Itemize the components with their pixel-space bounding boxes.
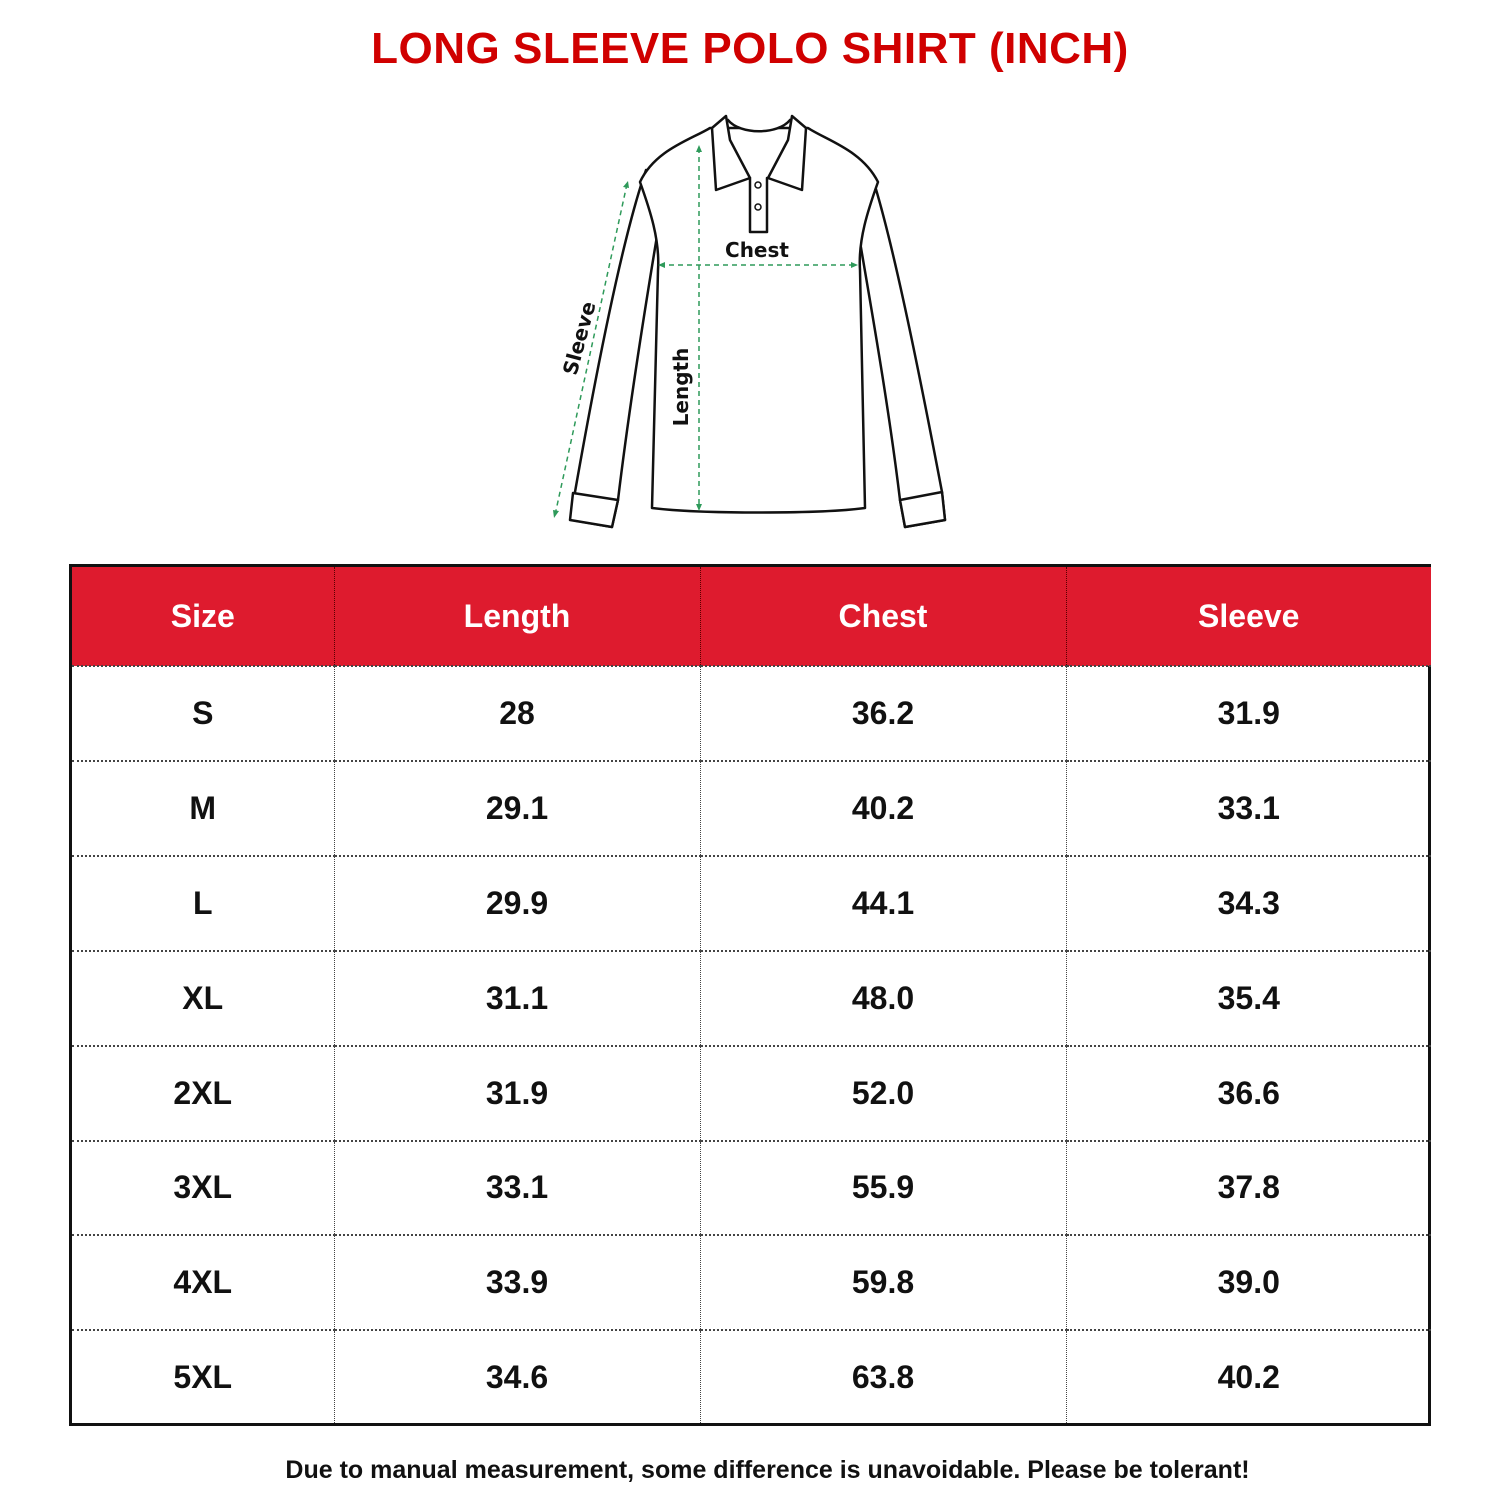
- chest-cell: 36.2: [700, 666, 1066, 761]
- chest-cell: 59.8: [700, 1235, 1066, 1330]
- page-title: LONG SLEEVE POLO SHIRT (INCH): [371, 24, 1129, 73]
- length-cell: 29.1: [334, 761, 700, 856]
- size-cell: L: [72, 856, 334, 951]
- column-header-sleeve: Sleeve: [1066, 567, 1431, 666]
- size-cell: 3XL: [72, 1141, 334, 1236]
- chest-cell: 63.8: [700, 1330, 1066, 1423]
- column-header-chest: Chest: [700, 567, 1066, 666]
- button-icon: [755, 204, 761, 210]
- table-row: [72, 1046, 1431, 1141]
- sleeve-cell: 40.2: [1066, 1330, 1431, 1423]
- measurement-note: Due to manual measurement, some difference is unavoidable. Please be tolerant!: [285, 1456, 1250, 1484]
- sleeve-cell: 35.4: [1066, 951, 1431, 1046]
- sleeve-label: Sleeve: [557, 298, 601, 378]
- chest-cell: 52.0: [700, 1046, 1066, 1141]
- size-cell: 4XL: [72, 1235, 334, 1330]
- length-cell: 34.6: [334, 1330, 700, 1423]
- size-cell: XL: [72, 951, 334, 1046]
- polo-shirt-illustration: [530, 100, 970, 540]
- size-table: [69, 564, 1431, 1426]
- sleeve-cell: 39.0: [1066, 1235, 1431, 1330]
- table-row: [72, 761, 1431, 856]
- table-row: [72, 856, 1431, 951]
- length-cell: 28: [334, 666, 700, 761]
- column-header-size: Size: [72, 567, 334, 666]
- length-cell: 33.9: [334, 1235, 700, 1330]
- sleeve-cell: 37.8: [1066, 1141, 1431, 1236]
- chest-cell: 48.0: [700, 951, 1066, 1046]
- sleeve-cell: 34.3: [1066, 856, 1431, 951]
- button-icon: [755, 182, 761, 188]
- table-row: [72, 666, 1431, 761]
- table-header-row: [72, 567, 1431, 666]
- chest-label: Chest: [725, 238, 789, 262]
- size-cell: 5XL: [72, 1330, 334, 1423]
- sleeve-cell: 33.1: [1066, 761, 1431, 856]
- length-cell: 31.9: [334, 1046, 700, 1141]
- size-cell: M: [72, 761, 334, 856]
- sleeve-cell: 36.6: [1066, 1046, 1431, 1141]
- length-cell: 31.1: [334, 951, 700, 1046]
- column-header-length: Length: [334, 567, 700, 666]
- shirt-diagram: [530, 100, 970, 540]
- table-row: [72, 1235, 1431, 1330]
- table-row: [72, 1330, 1431, 1423]
- table-row: [72, 1141, 1431, 1236]
- length-cell: 33.1: [334, 1141, 700, 1236]
- length-label: Length: [669, 347, 693, 427]
- chest-cell: 55.9: [700, 1141, 1066, 1236]
- sleeve-cell: 31.9: [1066, 666, 1431, 761]
- chest-cell: 40.2: [700, 761, 1066, 856]
- table-row: [72, 951, 1431, 1046]
- size-cell: 2XL: [72, 1046, 334, 1141]
- chest-cell: 44.1: [700, 856, 1066, 951]
- length-cell: 29.9: [334, 856, 700, 951]
- size-cell: S: [72, 666, 334, 761]
